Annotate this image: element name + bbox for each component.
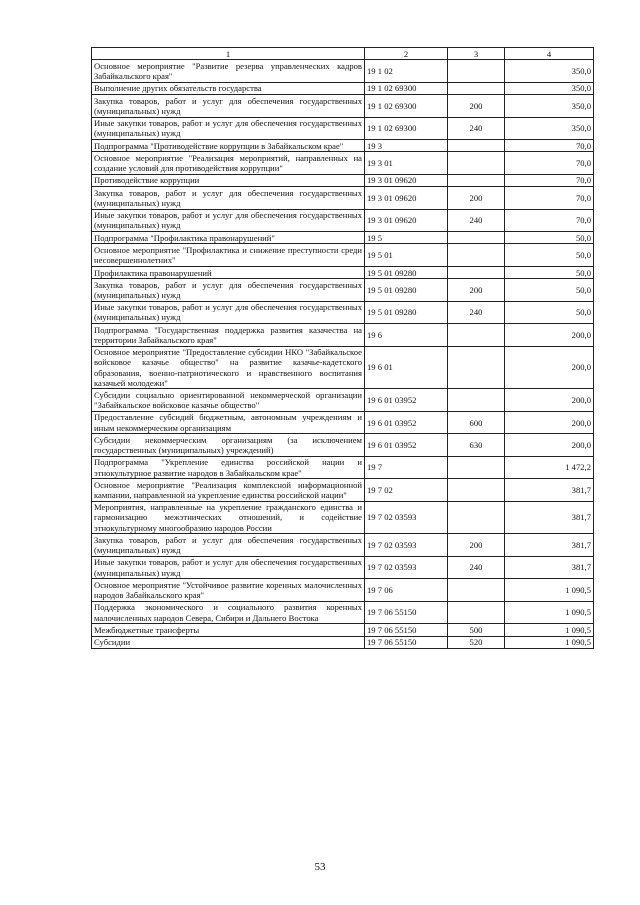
row-type — [448, 140, 505, 152]
row-code: 19 1 02 — [365, 60, 448, 82]
table-row — [92, 556, 594, 578]
row-code: 19 1 02 69300 — [365, 82, 448, 94]
table-row — [92, 266, 594, 278]
row-code: 19 1 02 69300 — [365, 95, 448, 117]
row-amount: 350,0 — [505, 95, 594, 117]
row-name: Закупка товаров, работ и услуг для обеспечения государственных (муниципальных) нужд — [92, 95, 365, 117]
row-code: 19 7 02 03593 — [365, 556, 448, 578]
row-amount: 70,0 — [505, 152, 594, 174]
table-row — [92, 411, 594, 433]
table-row — [92, 117, 594, 139]
table-row — [92, 209, 594, 231]
row-code: 19 3 01 09620 — [365, 209, 448, 231]
row-code: 19 3 01 — [365, 152, 448, 174]
row-type — [448, 266, 505, 278]
row-type — [448, 501, 505, 534]
row-name: Основное мероприятие "Развитие резерва управленческих кадров Забайкальского края" — [92, 60, 365, 82]
row-type: 240 — [448, 209, 505, 231]
page-number: 53 — [314, 861, 326, 873]
row-type — [448, 244, 505, 266]
row-type — [448, 324, 505, 346]
row-amount: 1 090,5 — [505, 579, 594, 601]
row-code: 19 6 01 03952 — [365, 434, 448, 456]
row-amount: 70,0 — [505, 209, 594, 231]
row-type: 630 — [448, 434, 505, 456]
row-code: 19 5 — [365, 232, 448, 244]
row-code: 19 5 01 09280 — [365, 301, 448, 323]
table-row — [92, 232, 594, 244]
row-code: 19 5 01 09280 — [365, 266, 448, 278]
row-amount: 50,0 — [505, 232, 594, 244]
table-row — [92, 346, 594, 389]
row-type — [448, 232, 505, 244]
row-amount: 350,0 — [505, 60, 594, 82]
row-type: 200 — [448, 279, 505, 301]
row-amount: 200,0 — [505, 346, 594, 389]
row-amount: 50,0 — [505, 266, 594, 278]
row-name: Подпрограмма "Противодействие коррупции в Забайкальском крае" — [92, 140, 365, 152]
row-type: 200 — [448, 187, 505, 209]
row-amount: 381,7 — [505, 479, 594, 501]
table-row — [92, 140, 594, 152]
row-name: Поддержка экономического и социального развития коренных малочисленных народов Севера, Сибири и Дальнего Востока — [92, 601, 365, 623]
row-code: 19 7 06 55150 — [365, 624, 448, 636]
table-row — [92, 501, 594, 534]
table-row — [92, 456, 594, 478]
table-row — [92, 624, 594, 636]
row-name: Закупка товаров, работ и услуг для обеспечения государственных (муниципальных) нужд — [92, 187, 365, 209]
row-amount: 200,0 — [505, 389, 594, 411]
row-amount: 381,7 — [505, 501, 594, 534]
row-code: 19 7 02 03593 — [365, 534, 448, 556]
row-name: Иные закупки товаров, работ и услуг для обеспечения государственных (муниципальных) нужд — [92, 117, 365, 139]
row-type: 200 — [448, 534, 505, 556]
row-type — [448, 479, 505, 501]
table-row — [92, 389, 594, 411]
row-amount: 350,0 — [505, 117, 594, 139]
row-amount: 50,0 — [505, 279, 594, 301]
row-amount: 350,0 — [505, 82, 594, 94]
row-code: 19 5 01 09280 — [365, 279, 448, 301]
column-header-code: 2 — [365, 48, 448, 60]
row-code: 19 7 02 — [365, 479, 448, 501]
row-name: Предоставление субсидий бюджетным, автономным учреждениям и иным некоммерческим организациям — [92, 411, 365, 433]
row-name: Выполнение других обязательств государства — [92, 82, 365, 94]
table-row — [92, 601, 594, 623]
row-amount: 381,7 — [505, 534, 594, 556]
row-code: 19 7 06 — [365, 579, 448, 601]
row-code: 19 3 01 09620 — [365, 187, 448, 209]
row-type — [448, 174, 505, 186]
row-code: 19 5 01 — [365, 244, 448, 266]
row-type — [448, 601, 505, 623]
row-code: 19 1 02 69300 — [365, 117, 448, 139]
row-name: Основное мероприятие "Профилактика и снижение преступности среди несовершеннолетних" — [92, 244, 365, 266]
budget-table — [91, 47, 594, 649]
row-amount: 70,0 — [505, 174, 594, 186]
table-row — [92, 60, 594, 82]
row-code: 19 6 01 03952 — [365, 411, 448, 433]
row-amount: 1 090,5 — [505, 624, 594, 636]
table-row — [92, 434, 594, 456]
column-header-amount: 4 — [505, 48, 594, 60]
row-type: 240 — [448, 301, 505, 323]
row-amount: 70,0 — [505, 140, 594, 152]
table-row — [92, 534, 594, 556]
row-type: 240 — [448, 117, 505, 139]
row-amount: 200,0 — [505, 411, 594, 433]
row-type — [448, 60, 505, 82]
row-type: 520 — [448, 636, 505, 648]
row-type — [448, 346, 505, 389]
row-name: Подпрограмма "Укрепление единства российской нации и этнокультурное развитие народов в Забайкальском крае" — [92, 456, 365, 478]
row-amount: 50,0 — [505, 244, 594, 266]
row-type — [448, 82, 505, 94]
row-name: Основное мероприятие "Предоставление субсидии НКО "Забайкальское войсковое казачье общество" на развитие казачье-кадетского образования, военно-патриотического и нравственного воспитания казачьей молодежи" — [92, 346, 365, 389]
row-name: Подпрограмма "Профилактика правонарушений" — [92, 232, 365, 244]
row-type — [448, 456, 505, 478]
row-amount: 50,0 — [505, 301, 594, 323]
row-code: 19 7 06 55150 — [365, 636, 448, 648]
row-name: Субсидии — [92, 636, 365, 648]
row-code: 19 7 — [365, 456, 448, 478]
row-type — [448, 152, 505, 174]
row-code: 19 6 01 03952 — [365, 389, 448, 411]
row-type: 200 — [448, 95, 505, 117]
table-row — [92, 82, 594, 94]
row-type: 500 — [448, 624, 505, 636]
row-name: Противодействие коррупции — [92, 174, 365, 186]
row-name: Межбюджетные трансферты — [92, 624, 365, 636]
table-row — [92, 301, 594, 323]
row-type — [448, 579, 505, 601]
row-name: Иные закупки товаров, работ и услуг для обеспечения государственных (муниципальных) нужд — [92, 301, 365, 323]
row-code: 19 3 — [365, 140, 448, 152]
row-amount: 1 090,5 — [505, 601, 594, 623]
column-header-type: 3 — [448, 48, 505, 60]
row-code: 19 7 02 03593 — [365, 501, 448, 534]
row-code: 19 6 — [365, 324, 448, 346]
row-amount: 1 090,5 — [505, 636, 594, 648]
row-name: Основное мероприятие "Реализация мероприятий, направленных на создание условий для противодействия коррупции" — [92, 152, 365, 174]
row-type: 240 — [448, 556, 505, 578]
table-row — [92, 636, 594, 648]
row-code: 19 3 01 09620 — [365, 174, 448, 186]
row-name: Профилактика правонарушений — [92, 266, 365, 278]
row-name: Субсидии социально ориентированной некоммерческой организации "Забайкальское войсковое казачье общество" — [92, 389, 365, 411]
row-name: Основное мероприятие "Устойчивое развитие коренных малочисленных народов Забайкальского края" — [92, 579, 365, 601]
row-name: Подпрограмма "Государственная поддержка развития казачества на территории Забайкальского края" — [92, 324, 365, 346]
row-amount: 381,7 — [505, 556, 594, 578]
row-name: Закупка товаров, работ и услуг для обеспечения государственных (муниципальных) нужд — [92, 534, 365, 556]
table-row — [92, 324, 594, 346]
row-code: 19 7 06 55150 — [365, 601, 448, 623]
row-type — [448, 389, 505, 411]
row-amount: 200,0 — [505, 434, 594, 456]
row-name: Основное мероприятие "Реализация комплексной информационной кампании, направленной на укрепление единства российской нации" — [92, 479, 365, 501]
row-name: Субсидии некоммерческим организациям (за исключением государственных (муниципальных) учреждений) — [92, 434, 365, 456]
table-row — [92, 95, 594, 117]
column-header-name: 1 — [92, 48, 365, 60]
row-amount: 70,0 — [505, 187, 594, 209]
row-amount: 200,0 — [505, 324, 594, 346]
row-amount: 1 472,2 — [505, 456, 594, 478]
table-row — [92, 152, 594, 174]
table-row — [92, 187, 594, 209]
row-name: Закупка товаров, работ и услуг для обеспечения государственных (муниципальных) нужд — [92, 279, 365, 301]
row-type: 600 — [448, 411, 505, 433]
table-row — [92, 279, 594, 301]
table-row — [92, 579, 594, 601]
table-row — [92, 174, 594, 186]
row-name: Мероприятия, направленные на укрепление гражданского единства и гармонизацию межэтнических отношений, и содействие этнокультурному многообразию народов России — [92, 501, 365, 534]
table-row — [92, 244, 594, 266]
header-row — [92, 48, 594, 60]
table-row — [92, 479, 594, 501]
row-code: 19 6 01 — [365, 346, 448, 389]
row-name: Иные закупки товаров, работ и услуг для обеспечения государственных (муниципальных) нужд — [92, 209, 365, 231]
row-name: Иные закупки товаров, работ и услуг для обеспечения государственных (муниципальных) нужд — [92, 556, 365, 578]
